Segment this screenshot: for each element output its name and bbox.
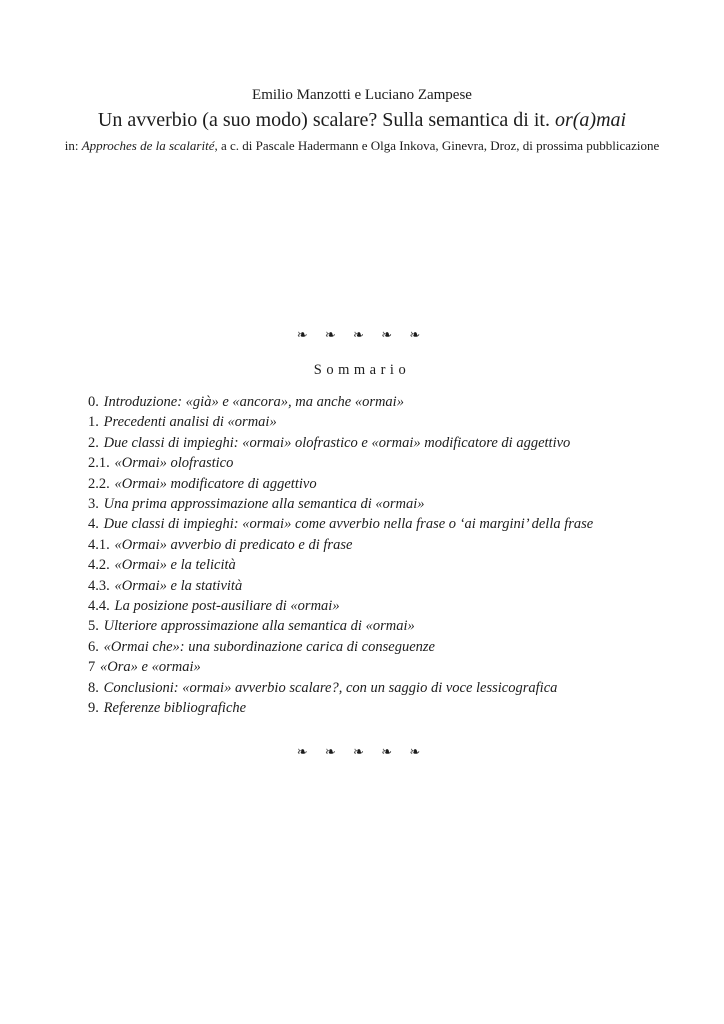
toc-entry-text: Referenze bibliografiche <box>103 699 247 716</box>
toc-entry-number: 1. <box>88 414 99 431</box>
toc-entry <box>88 412 684 432</box>
toc-entry-number: 8. <box>88 679 99 696</box>
toc-entry-text: «Ormai» avverbio di predicato e di frase <box>114 536 353 553</box>
toc-entry-number: 4.3. <box>88 577 110 594</box>
toc-entry-number: 4. <box>88 516 99 533</box>
toc-entry <box>88 678 684 698</box>
toc-entry-text: Conclusioni: «ormai» avverbio scalare?, con un saggio di voce lessicografica <box>103 679 558 696</box>
toc-entry-text: Introduzione: «già» e «ancora», ma anche «ormai» <box>103 393 404 410</box>
toc-entry-text: «Ormai» olofrastico <box>114 455 234 472</box>
toc-entry <box>88 576 684 596</box>
publication-work-title: Approches de la scalarité <box>81 138 215 153</box>
toc-entry-number: 4.4. <box>88 597 110 614</box>
toc-entry-text: Una prima approssimazione alla semantica di «ormai» <box>103 495 425 512</box>
toc-entry-number: 2.2. <box>88 475 110 492</box>
toc-entry <box>88 392 684 412</box>
toc-entry-text: Precedenti analisi di «ormai» <box>103 414 277 431</box>
toc-entry <box>88 535 684 555</box>
toc-entry-text: Due classi di impieghi: «ormai» olofrastico e «ormai» modificatore di aggettivo <box>103 434 571 451</box>
paper-title-italic-word: or(a)mai <box>554 109 627 131</box>
toc-list <box>88 392 684 719</box>
authors-line: Emilio Manzotti e Luciano Zampese <box>252 87 472 103</box>
publication-prefix: in: <box>64 138 82 153</box>
toc-entry-number: 4.2. <box>88 557 110 574</box>
toc-entry-number: 0. <box>88 393 99 410</box>
toc-entry <box>88 657 684 677</box>
toc-entry-number: 6. <box>88 638 99 655</box>
toc-entry <box>88 453 684 473</box>
toc-entry-number: 2.1. <box>88 455 110 472</box>
toc-entry <box>88 555 684 575</box>
paper-title <box>0 108 724 133</box>
publication-details: , a c. di Pascale Hadermann e Olga Inkova, Ginevra, Droz, di prossima pubblicazione <box>214 138 660 153</box>
toc-entry-number: 4.1. <box>88 536 110 553</box>
toc-entry-text: «Ora» e «ormai» <box>100 659 201 676</box>
fleuron-ornament-top: ❧ ❧ ❧ ❧ ❧ <box>296 326 428 342</box>
toc-entry <box>88 637 684 657</box>
toc-entry <box>88 514 684 534</box>
toc-entry-number: 7 <box>88 659 96 676</box>
toc-entry-text: «Ormai» e la statività <box>114 577 243 594</box>
toc-entry-text: «Ormai» modificatore di aggettivo <box>114 475 317 492</box>
toc-entry-text: Ulteriore approssimazione alla semantica di «ormai» <box>103 618 415 635</box>
toc-entry-number: 9. <box>88 699 99 716</box>
toc-entry-number: 2. <box>88 434 99 451</box>
toc-entry <box>88 616 684 636</box>
toc-heading: Sommario <box>313 361 411 378</box>
paper-title-main: Un avverbio (a suo modo) scalare? Sulla semantica di it. <box>97 109 555 131</box>
toc-entry-text: Due classi di impieghi: «ormai» come avverbio nella frase o ‘ai margini’ della frase <box>103 516 594 533</box>
toc-entry <box>88 433 684 453</box>
toc-entry-text: «Ormai» e la telicità <box>114 557 236 574</box>
toc-entry-number: 3. <box>88 495 99 512</box>
toc-entry-text: «Ormai che»: una subordinazione carica di conseguenze <box>103 638 435 655</box>
toc-entry <box>88 698 684 718</box>
toc-entry <box>88 494 684 514</box>
fleuron-ornament-bottom: ❧ ❧ ❧ ❧ ❧ <box>296 744 428 760</box>
publication-line <box>0 138 724 155</box>
toc-entry <box>88 596 684 616</box>
toc-entry <box>88 474 684 494</box>
toc-entry-text: La posizione post-ausiliare di «ormai» <box>114 597 340 614</box>
toc-entry-number: 5. <box>88 618 99 635</box>
